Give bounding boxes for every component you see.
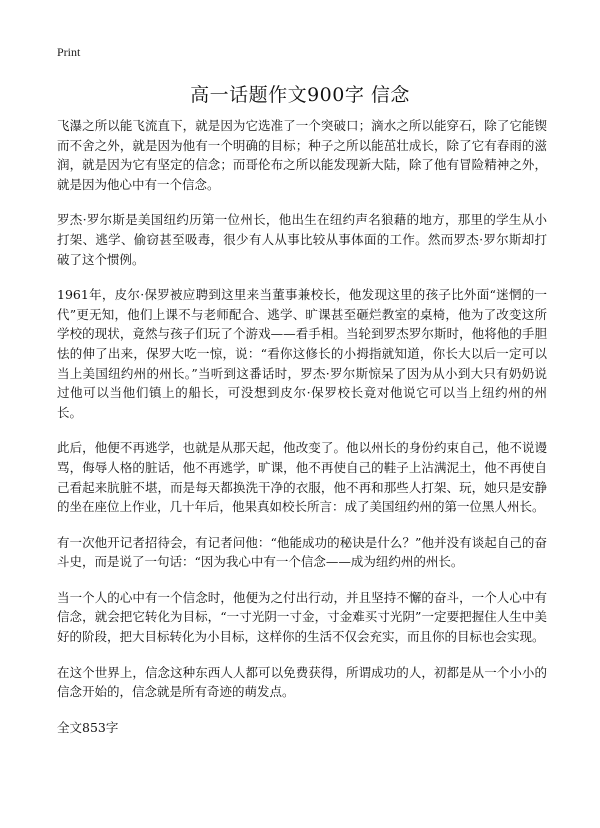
paragraph-5: 有一次他开记者招待会，有记者问他：“他能成功的秘诀是什么？”他并没有谈起自己的奋斗史，而是说了一句话：“因为我心中有一个信念——成为纽约州的州长。: [57, 534, 547, 570]
paragraph-3: 1961年，皮尔·保罗被应聘到这里来当董事兼校长，他发现这里的孩子比外面“迷惘的一代”更无知，他们上课不与老师配合、逃学、旷课甚至砸烂教室的桌椅，他为了改变这所学校的现状，竟然与孩子们玩了个游戏——看手相。当轮到罗杰罗尔斯时，他将他的手胆怯的伸了出来，保罗大吃一惊，说：“看你这修长的小拇指就知道，你长大以后一定可以当上美国纽约州的州长。”当听到这番话时，罗杰·罗尔斯惊呆了因为从小到大只有奶奶说过他可以当他们镇上的船长，可没想到皮尔·保罗校长竟对他说它可以当上纽约州的州长。: [57, 287, 547, 420]
article-body: [57, 116, 547, 737]
word-count: 全文853字: [57, 719, 119, 735]
paragraph-6: 当一个人的心中有一个信念时，他便为之付出行动，并且坚持不懈的奋斗，一个人心中有信念，就会把它转化为目标，“一寸光阴一寸金，寸金难买寸光阴”一定要把握住人生中美好的阶段，把大目标转化为小目标，这样你的生活不仅会充实，而且你的目标也会实现。: [57, 589, 547, 645]
print-link[interactable]: Print: [57, 45, 81, 59]
paragraph-2: 罗杰·罗尔斯是美国纽约历第一位州长，他出生在纽约声名狼藉的地方，那里的学生从小打架、逃学、偷窃甚至吸毒，很少有人从事比较从事体面的工作。然而罗杰·罗尔斯却打破了这个惯例。: [57, 212, 547, 267]
paragraph-4: 此后，他便不再逃学，也就是从那天起，他改变了。他以州长的身份约束自己，他不说谩骂，侮辱人格的脏话，他不再逃学，旷课，他不再使自己的鞋子上沾满泥土，他不再使自己看起来肮脏不堪，而是每天都换洗干净的衣服，他不再和那些人打架、玩，她只是安静的坐在座位上作业，几十年后，他果真如校长所言：成了美国纽约州的第一位黑人州长。: [57, 440, 547, 515]
paragraph-7: 在这个世界上，信念这种东西人人都可以免费获得，所谓成功的人，初都是从一个小小的信念开始的，信念就是所有奇迹的萌发点。: [57, 664, 547, 700]
paragraph-1: 飞瀑之所以能飞流直下，就是因为它选准了一个突破口；滴水之所以能穿石，除了它能锲而不舍之外，就是因为他有一个明确的目标；种子之所以能茁壮成长，除了它有春雨的滋润，就是因为它有坚定的信念；而哥伦布之所以能发现新大陆，除了他有冒险精神之外，就是因为他心中有一个信念。: [57, 118, 547, 192]
page-title: 高一话题作文900字 信念: [190, 84, 410, 106]
